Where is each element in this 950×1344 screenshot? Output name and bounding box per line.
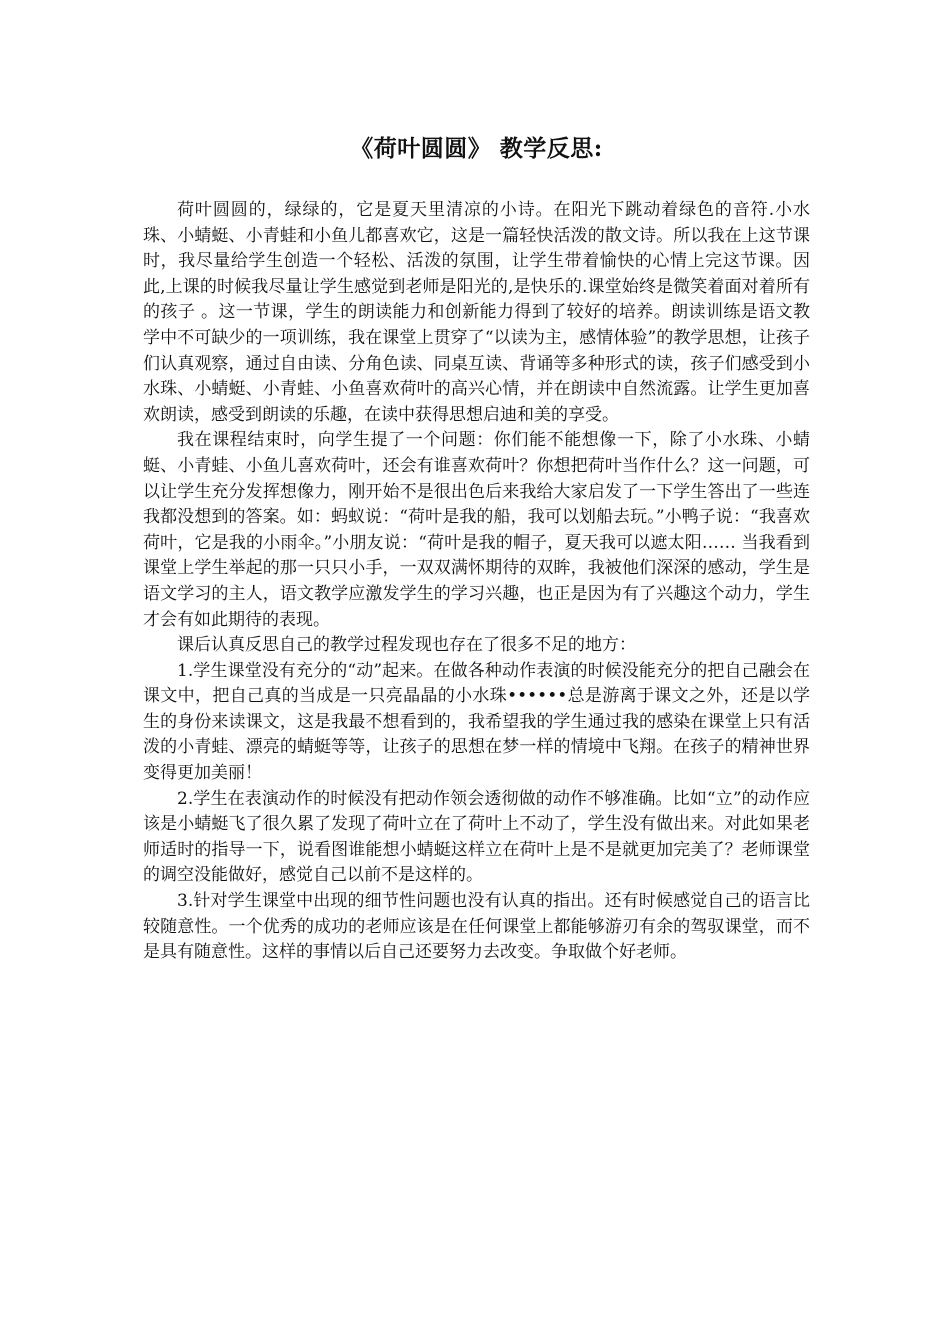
document-page xyxy=(143,0,810,1344)
paragraph-shortcomings-intro: 课后认真反思自己的教学过程发现也存在了很多不足的地方： xyxy=(177,635,636,656)
paragraph-question: 我在课程结束时，向学生提了一个问题：你们能不能想像一下，除了小水珠、小蜻蜓、小青蛙、小鱼儿喜欢荷叶，还会有谁喜欢荷叶？你想把荷叶当作什么？这一问题，可以让学生充分发挥想像力，刚开始不是很出色后来我给大家启发了一下学生答出了一些连我都没想到的答案。如：蚂蚁说：“荷叶是我的船，我可以划船去玩。”小鸭子说：“我喜欢荷叶，它是我的小雨伞。”小朋友说：“荷叶是我的帽子，夏天我可以遮太阳…… 当我看到课堂上学生举起的那一只只小手，一双双满怀期待的双眸，我被他们深深的感动，学生是语文学习的主人，语文教学应激发学生的学习兴趣，也正是因为有了兴趣这个动力，学生才会有如此期待的表现。 xyxy=(143,430,810,630)
paragraph-point-3: 3.针对学生课堂中出现的细节性问题也没有认真的指出。还有时候感觉自己的语言比较随意性。一个优秀的成功的老师应该是在任何课堂上都能够游刃有余的驾驭课堂，而不是具有随意性。这样的事情以后自己还要努力去改变。争取做个好老师。 xyxy=(143,891,810,963)
paragraph-intro: 荷叶圆圆的，绿绿的，它是夏天里清凉的小诗。在阳光下跳动着绿色的音符.小水珠、小蜻蜓、小青蛙和小鱼儿都喜欢它，这是一篇轻快活泼的散文诗。所以我在上这节课时，我尽量给学生创造一个轻松、活泼的氛围，让学生带着愉快的心情上完这节课。因此,上课的时候我尽量让学生感觉到老师是阳光的,是快乐的.课堂始终是微笑着面对着所有的孩子 。这一节课，学生的朗读能力和创新能力得到了较好的培养。朗读训练是语文教学中不可缺少的一项训练，我在课堂上贯穿了“以读为主，感情体验”的教学思想，让孩子们认真观察，通过自由读、分角色读、同桌互读、背诵等多种形式的读，孩子们感受到小水珠、小蜻蜓、小青蛙、小鱼喜欢荷叶的高兴心情，并在朗读中自然流露。让学生更加喜欢朗读，感受到朗读的乐趣，在读中获得思想启迪和美的享受。 xyxy=(143,200,810,425)
document-title: 《荷叶圆圆》 教学反思: xyxy=(350,135,603,162)
paragraph-point-2: 2.学生在表演动作的时候没有把动作领会透彻做的动作不够准确。比如“立”的动作应该是小蜻蜓飞了很久累了发现了荷叶立在了荷叶上不动了，学生没有做出来。对此如果老师适时的指导一下，说看图谁能想小蜻蜓这样立在荷叶上是不是就更加完美了？老师课堂的调空没能做好，感觉自己以前不是这样的。 xyxy=(143,788,810,886)
paragraph-point-1: 1.学生课堂没有充分的“动”起来。在做各种动作表演的时候没能充分的把自己融会在课文中，把自己真的当成是一只亮晶晶的小水珠••••••总是游离于课文之外，还是以学生的身份来读课文，这是我最不想看到的，我希望我的学生通过我的感染在课堂上只有活泼的小青蛙、漂亮的蜻蜓等等，让孩子的思想在梦一样的情境中飞翔。在孩子的精神世界变得更加美丽！ xyxy=(143,660,810,784)
document-body xyxy=(143,198,810,966)
